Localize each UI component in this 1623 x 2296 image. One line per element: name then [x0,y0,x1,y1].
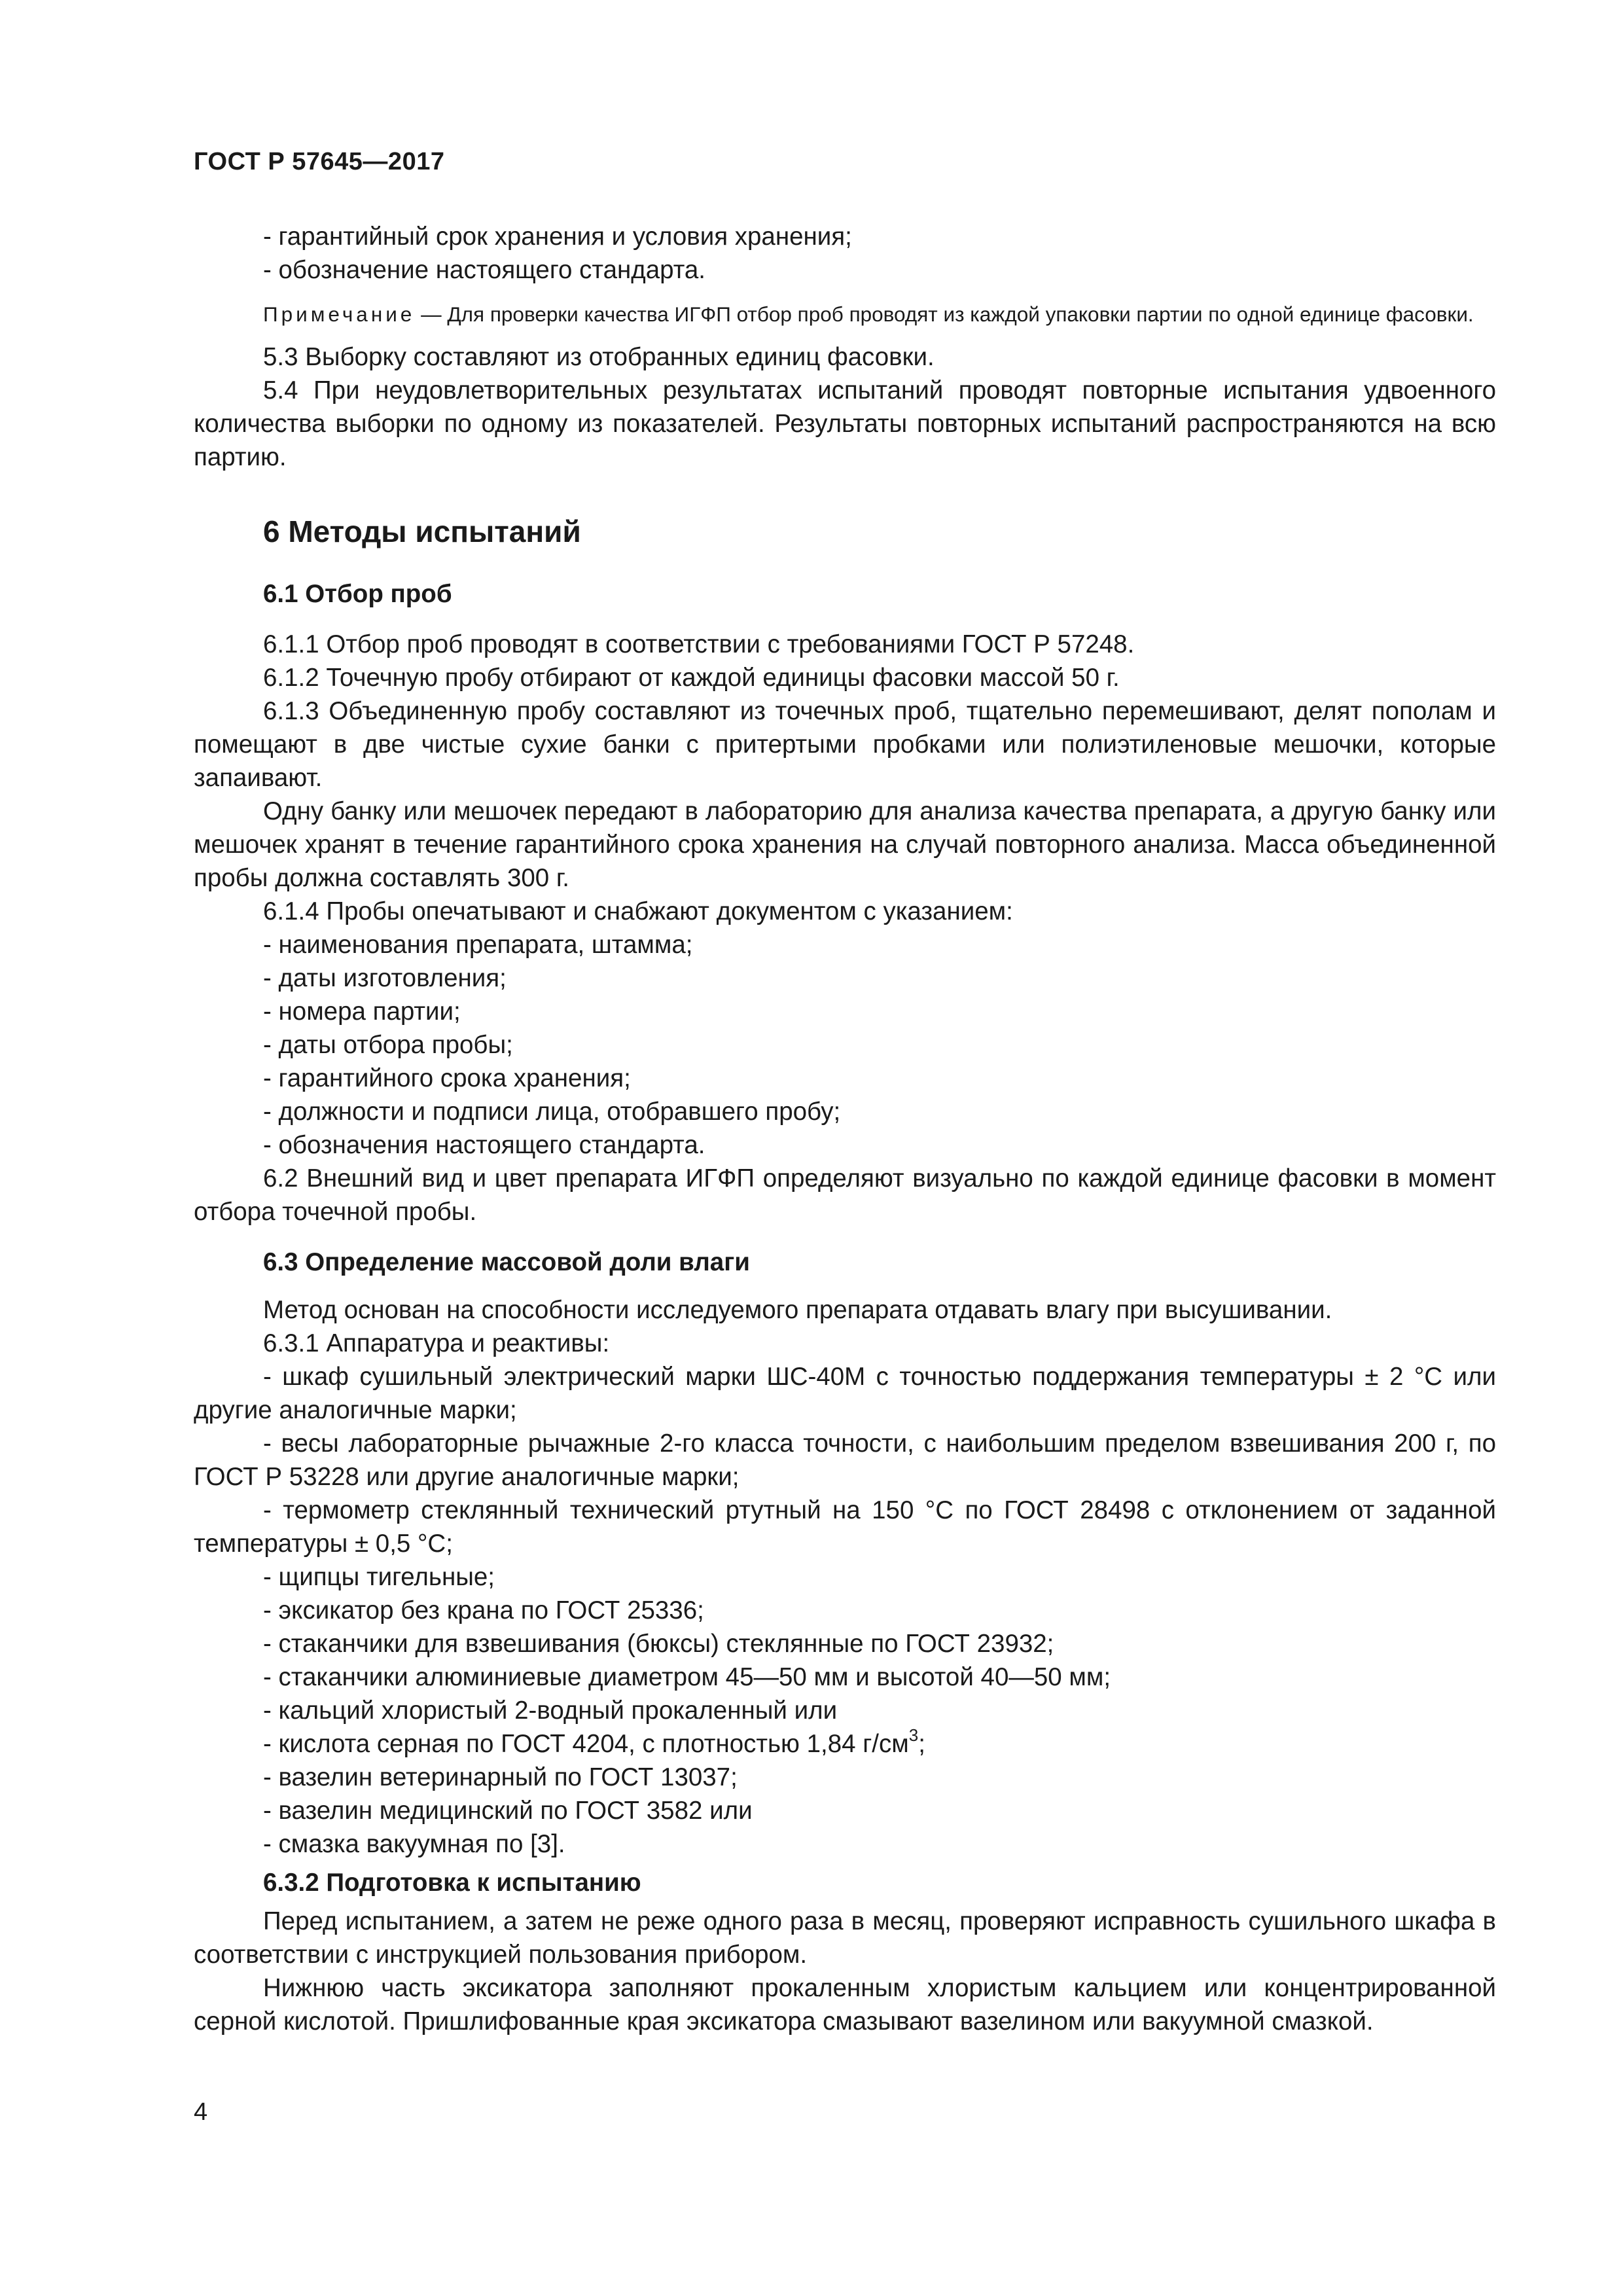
list-item: - смазка вакуумная по [3]. [263,1830,565,1858]
paragraph-5-4: 5.4 При неудовлетворительных результатах испытаний проводят повторные испытания удвоенного количества выборки по одному из показателей. Результаты повторных испытаний распространяются на всю партию. [194,376,1496,471]
paragraph-6-1-4: 6.1.4 Пробы опечатывают и снабжают документом с указанием: [263,897,1013,925]
paragraph-6-1-2: 6.1.2 Точечную пробу отбирают от каждой единицы фасовки массой 50 г. [263,664,1120,692]
list-item: - гарантийный срок хранения и условия хранения; [263,223,852,251]
section-6-heading: 6 Методы испытаний [263,514,581,548]
list-item: - гарантийного срока хранения; [263,1064,631,1092]
paragraph-5-3: 5.3 Выборку составляют из отобранных единиц фасовки. [263,343,935,371]
list-item: - термометр стеклянный технический ртутный на 150 °С по ГОСТ 28498 с отклонением от заданной температуры ± 0,5 °С; [194,1496,1496,1558]
page-number: 4 [194,2098,208,2126]
list-item: - весы лабораторные рычажные 2-го класса точности, с наибольшим пределом взвешивания 200 г, по ГОСТ Р 53228 или другие аналогичные марки; [194,1429,1496,1491]
paragraph-6-3-1: 6.3.1 Аппаратура и реактивы: [263,1329,610,1357]
list-item: - стаканчики для взвешивания (бюксы) стеклянные по ГОСТ 23932; [263,1630,1054,1658]
list-item: - вазелин ветеринарный по ГОСТ 13037; [263,1763,738,1791]
subsection-6-3-heading: 6.3 Определение массовой доли влаги [263,1248,750,1276]
list-item: - даты отбора пробы; [263,1031,513,1059]
page-content [194,220,1496,2038]
standard-designation: ГОСТ Р 57645—2017 [194,148,445,175]
list-item: - вазелин медицинский по ГОСТ 3582 или [263,1797,753,1825]
note-label: Примечание [263,302,416,326]
list-item: - эксикатор без крана по ГОСТ 25336; [263,1596,704,1624]
acid-tail: ; [918,1730,925,1758]
list-item: - обозначения настоящего стандарта. [263,1131,705,1159]
note-paragraph [194,300,1496,329]
superscript: 3 [908,1725,919,1746]
list-item: - шкаф сушильный электрический марки ШС-40М с точностью поддержания температуры ± 2 °С или другие аналогичные марки; [194,1363,1496,1424]
note-text: — Для проверки качества ИГФП отбор проб проводят из каждой упаковки партии по одной единице фасовки. [415,302,1474,326]
paragraph-6-1-1: 6.1.1 Отбор проб проводят в соответствии с требованиями ГОСТ Р 57248. [263,630,1135,658]
list-item: - даты изготовления; [263,964,507,992]
list-item: - щипцы тигельные; [263,1563,495,1591]
paragraph-6-3: Метод основан на способности исследуемого препарата отдавать влагу при высушивании. [263,1296,1332,1324]
list-item: - обозначение настоящего стандарта. [263,256,706,284]
subsection-6-1-heading: 6.1 Отбор проб [263,580,452,608]
list-item: - наименования препарата, штамма; [263,931,693,959]
subsection-6-3-2-heading: 6.3.2 Подготовка к испытанию [263,1869,641,1897]
paragraph-6-3-2-b: Нижнюю часть эксикатора заполняют прокаленным хлористым кальцием или концентрированной серной кислотой. Пришлифованные края эксикатора смазывают вазелином или вакуумной смазкой. [194,1974,1496,2036]
paragraph-6-3-2-a: Перед испытанием, а затем не реже одного раза в месяц, проверяют исправность сушильного шкафа в соответствии с инструкцией пользования прибором. [194,1907,1496,1969]
paragraph-6-2: 6.2 Внешний вид и цвет препарата ИГФП определяют визуально по каждой единице фасовки в момент отбора точечной пробы. [194,1164,1496,1226]
list-item-sulfuric-acid [194,1727,1496,1761]
list-item: - номера партии; [263,997,461,1026]
paragraph-6-1-3: 6.1.3 Объединенную пробу составляют из точечных проб, тщательно перемешивают, делят пополам и помещают в две чистые сухие банки с притертыми пробками или полиэтиленовые мешочки, которые запаивают. [194,697,1496,792]
acid-text: - кислота серная по ГОСТ 4204, с плотностью 1,84 г/см [263,1730,909,1758]
list-item: - стаканчики алюминиевые диаметром 45—50 мм и высотой 40—50 мм; [263,1663,1111,1691]
list-item: - кальций хлористый 2-водный прокаленный или [263,1696,838,1725]
list-item: - должности и подписи лица, отобравшего пробу; [263,1098,841,1126]
paragraph-6-1-3-cont: Одну банку или мешочек передают в лабораторию для анализа качества препарата, а другую банку или мешочек хранят в течение гарантийного срока хранения на случай повторного анализа. Масса объединенной пробы должна составлять 300 г. [194,797,1496,892]
